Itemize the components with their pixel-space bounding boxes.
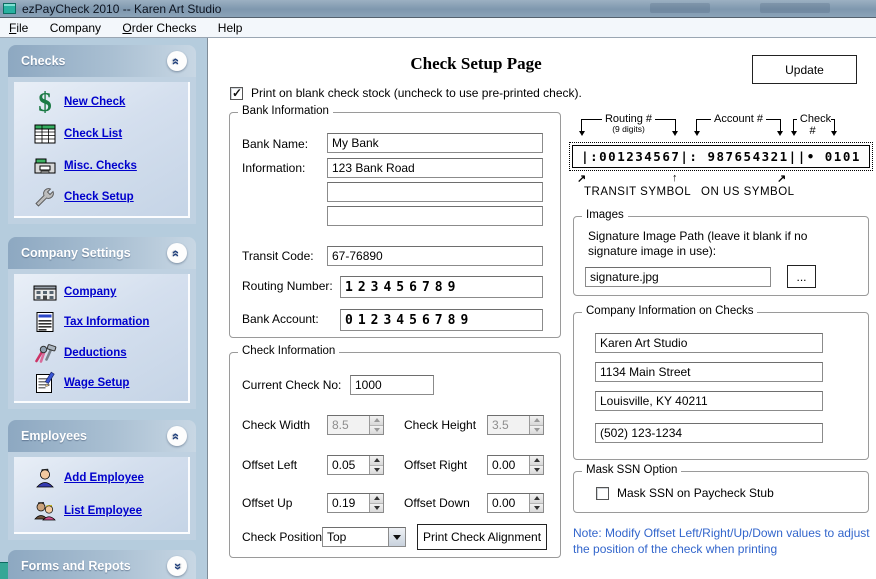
group-title: Bank Information	[238, 105, 333, 117]
wrench-icon	[26, 185, 64, 209]
micr-diagram	[569, 110, 873, 202]
bank-information-group	[229, 105, 561, 338]
person-icon	[26, 466, 64, 490]
stepper-value: 0.05	[332, 458, 356, 472]
bank-information-input-3[interactable]	[327, 206, 543, 226]
sidebar-link[interactable]: Add Employee	[64, 472, 144, 484]
blank-stock-label: Print on blank check stock (uncheck to use pre-printed check).	[251, 86, 582, 100]
expand-chevron-icon[interactable]: «	[167, 556, 187, 576]
group-title: Mask SSN Option	[582, 464, 681, 476]
bank-name-label: Bank Name:	[242, 137, 309, 151]
stepper-value: 3.5	[492, 418, 509, 432]
collapse-chevron-icon[interactable]: «	[167, 243, 187, 263]
sidebar-link[interactable]: Tax Information	[64, 316, 150, 329]
sidebar-link[interactable]: List Employee	[64, 505, 142, 517]
bank-account-input[interactable]: 0123456789	[340, 309, 543, 331]
stepper-down-icon[interactable]	[370, 504, 383, 513]
sidebar-item-deductions[interactable]	[14, 341, 188, 365]
mask-ssn-label: Mask SSN on Paycheck Stub	[617, 486, 774, 500]
company-name-input[interactable]: Karen Art Studio	[595, 333, 823, 353]
sidebar-link[interactable]: New Check	[64, 96, 126, 109]
current-check-no-label: Current Check No:	[242, 378, 342, 392]
check-height-label: Check Height	[404, 418, 477, 432]
sidebar-section-forms-header[interactable]	[8, 550, 196, 579]
browse-button[interactable]: ...	[787, 265, 816, 288]
transit-code-label: Transit Code:	[242, 249, 314, 263]
company-city-input[interactable]: Louisville, KY 40211	[595, 391, 823, 411]
bank-information-input-2[interactable]	[327, 182, 543, 202]
account-number-callout: Account #	[711, 113, 766, 125]
section-title: Company Settings	[21, 246, 131, 260]
mask-ssn-row	[596, 486, 774, 500]
sidebar-section-checks-body	[8, 77, 196, 224]
blank-stock-checkbox[interactable]	[230, 87, 243, 100]
images-group	[573, 209, 869, 296]
people-icon	[26, 499, 64, 523]
blank-stock-row	[230, 86, 582, 100]
mask-ssn-group	[573, 464, 869, 513]
check-number-callout: Check #	[797, 113, 831, 137]
menu-file[interactable]: File	[9, 21, 29, 35]
offset-up-label: Offset Up	[242, 496, 293, 510]
sidebar-section-employees-header[interactable]	[8, 420, 196, 452]
check-position-label: Check Position	[242, 530, 323, 544]
sidebar-item-misc-checks[interactable]	[14, 154, 188, 178]
section-title: Checks	[21, 54, 66, 68]
stepper-down-icon[interactable]	[530, 504, 543, 513]
section-title: Employees	[21, 429, 88, 443]
transit-arrow-icon: ↑	[672, 172, 678, 184]
sidebar-section-company-body	[8, 269, 196, 409]
routing-digits-note: (9 digits)	[612, 124, 645, 134]
micr-line-box	[569, 142, 873, 171]
menu-bar	[0, 18, 876, 38]
building-icon	[26, 280, 64, 304]
section-title: Forms and Repots	[21, 559, 131, 573]
stepper-up-icon[interactable]	[530, 494, 543, 504]
current-check-no-input[interactable]: 1000	[350, 375, 434, 395]
bank-account-label: Bank Account:	[242, 312, 319, 326]
titlebar-artifact	[650, 3, 710, 13]
signature-path-label: Signature Image Path (leave it blank if no signature image in use):	[588, 229, 808, 258]
group-title: Company Information on Checks	[582, 305, 757, 317]
window-title: ezPayCheck 2010 -- Karen Art Studio	[22, 2, 222, 16]
company-street-input[interactable]: 1134 Main Street	[595, 362, 823, 382]
menu-order-checks[interactable]: Order Checks	[122, 21, 197, 35]
check-height-stepper[interactable]	[487, 415, 544, 435]
stepper-up-icon[interactable]	[530, 416, 543, 426]
information-label: Information:	[242, 161, 306, 175]
sidebar-item-add-employee[interactable]	[14, 466, 188, 490]
tools-icon	[26, 341, 64, 365]
sidebar-item-list-employee[interactable]	[14, 499, 188, 523]
onus-arrow-icon: ↗	[777, 173, 787, 185]
print-check-alignment-button[interactable]: Print Check Alignment	[417, 524, 547, 550]
company-information-group	[573, 305, 869, 460]
offset-left-label: Offset Left	[242, 458, 298, 472]
stepper-value: 0.00	[492, 458, 516, 472]
sidebar-link[interactable]: Company	[64, 286, 117, 299]
routing-number-label: Routing Number:	[242, 279, 333, 293]
check-width-label: Check Width	[242, 418, 311, 432]
sidebar-link[interactable]: Wage Setup	[64, 376, 130, 389]
tax-document-icon	[26, 310, 64, 334]
page-title: Check Setup Page	[410, 54, 542, 73]
stepper-value: 8.5	[332, 418, 349, 432]
stepper-up-icon[interactable]	[530, 456, 543, 466]
check-information-group	[229, 345, 561, 558]
collapse-chevron-icon[interactable]: «	[167, 51, 187, 71]
stepper-value: 0.00	[492, 496, 516, 510]
sidebar-link[interactable]: Misc. Checks	[64, 159, 137, 172]
check-position-dropdown[interactable]	[322, 527, 406, 547]
on-us-symbol-label: ON US SYMBOL	[701, 186, 795, 198]
transit-symbol-label: TRANSIT SYMBOL	[584, 186, 692, 198]
transit-code-input[interactable]: 67-76890	[327, 246, 543, 266]
dropdown-value: Top	[327, 530, 347, 544]
stepper-down-icon[interactable]	[530, 466, 543, 475]
check-setup-page	[207, 38, 876, 579]
check-width-stepper[interactable]	[327, 415, 384, 435]
menu-company[interactable]: Company	[49, 21, 102, 35]
offset-right-stepper[interactable]	[487, 455, 544, 475]
title-bar	[0, 0, 876, 18]
offset-down-label: Offset Down	[404, 496, 470, 510]
spreadsheet-icon	[26, 122, 64, 146]
routing-number-input[interactable]: 123456789	[340, 276, 543, 298]
offset-note: Note: Modify Offset Left/Right/Up/Down values to adjust the position of the check when printing	[573, 526, 870, 556]
group-title: Check Information	[238, 345, 339, 357]
sidebar-section-company-header[interactable]	[8, 237, 196, 269]
group-title: Images	[582, 209, 628, 221]
company-phone-input[interactable]: (502) 123-1234	[595, 423, 823, 443]
sidebar-link[interactable]: Check Setup	[64, 190, 134, 203]
background-window-fragment	[0, 562, 8, 579]
wage-document-icon	[26, 371, 64, 395]
sidebar-item-check-list[interactable]	[14, 122, 188, 146]
offset-up-stepper[interactable]	[327, 493, 384, 513]
update-button[interactable]: Update	[752, 55, 857, 84]
stepper-down-icon[interactable]	[530, 426, 543, 435]
printer-icon	[26, 154, 64, 178]
sidebar-link[interactable]: Check List	[64, 128, 123, 141]
offset-right-label: Offset Right	[404, 458, 468, 472]
stepper-up-icon[interactable]	[370, 456, 383, 466]
stepper-up-icon[interactable]	[370, 416, 383, 426]
stepper-up-icon[interactable]	[370, 494, 383, 504]
bank-name-input[interactable]: My Bank	[327, 133, 543, 153]
bank-information-input-1[interactable]: 123 Bank Road	[327, 158, 543, 178]
stepper-value: 0.19	[332, 496, 356, 510]
stepper-down-icon[interactable]	[370, 466, 383, 475]
dollar-icon: $	[38, 87, 52, 118]
routing-number-callout: Routing #	[602, 113, 655, 125]
sidebar-item-company[interactable]	[14, 280, 188, 304]
sidebar-item-check-setup[interactable]	[14, 185, 188, 209]
sidebar-section-employees-body	[8, 452, 196, 540]
menu-help[interactable]: Help	[217, 21, 243, 35]
sidebar-item-tax-information[interactable]	[14, 310, 188, 334]
offset-down-stepper[interactable]	[487, 493, 544, 513]
sidebar-section-checks-header[interactable]	[8, 45, 196, 77]
transit-arrow-icon: ↗	[577, 173, 587, 185]
sidebar	[0, 38, 207, 579]
collapse-chevron-icon[interactable]: «	[167, 426, 187, 446]
mask-ssn-checkbox[interactable]	[596, 487, 609, 500]
sidebar-item-wage-setup[interactable]	[14, 371, 188, 395]
app-icon	[3, 3, 16, 14]
offset-left-stepper[interactable]	[327, 455, 384, 475]
sidebar-item-new-check[interactable]	[14, 87, 188, 118]
account-bracket	[696, 113, 781, 126]
chevron-down-icon[interactable]	[388, 528, 405, 546]
sidebar-link[interactable]: Deductions	[64, 346, 127, 359]
titlebar-artifact	[760, 3, 830, 13]
routing-bracket	[581, 113, 676, 134]
stepper-down-icon[interactable]	[370, 426, 383, 435]
micr-line: |:001234567|: 987654321||• 0101	[572, 145, 870, 168]
signature-path-input[interactable]: signature.jpg	[585, 267, 771, 287]
check-bracket	[793, 113, 835, 137]
